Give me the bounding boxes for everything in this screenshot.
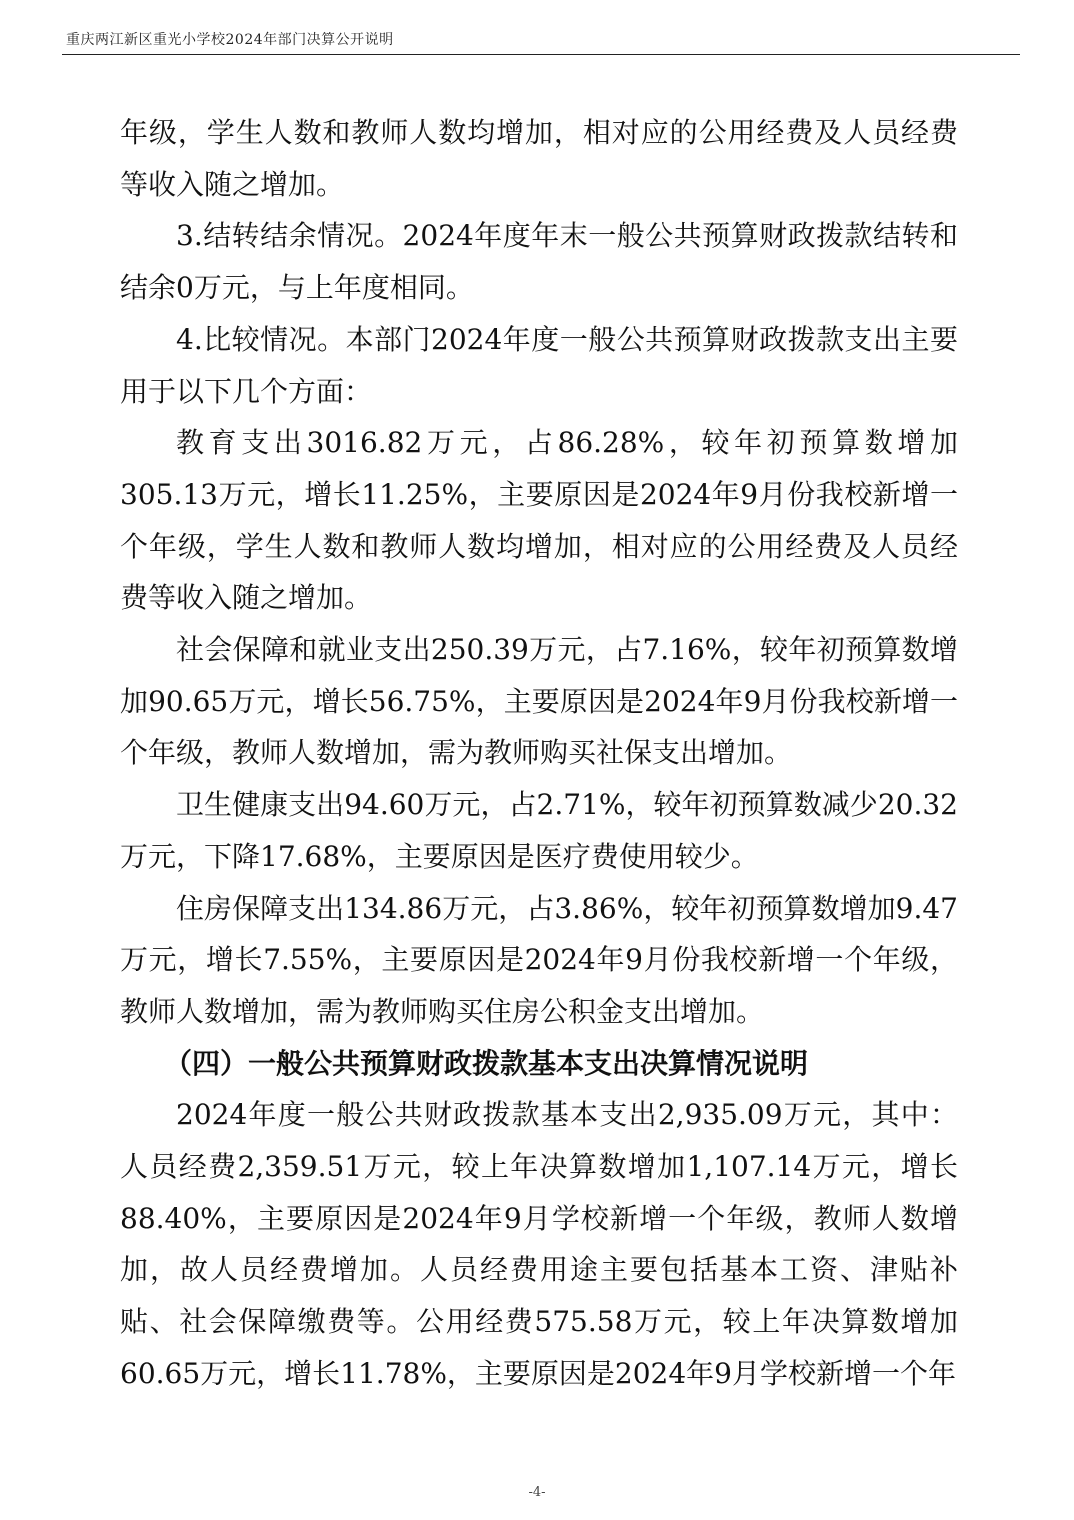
page-number: -4- xyxy=(528,1485,546,1500)
running-header: 重庆两江新区重光小学校2024年部门决算公开说明 xyxy=(66,32,394,48)
paragraph-basic-expenditure: 2024年度一般公共财政拨款基本支出2,935.09万元，其中：人员经费2,359.51万元，较上年决算数增加1,107.14万元，增长88.40%，主要原因是2024年9月学校新增一个年级，教师人数增加，故人员经费增加。人员经费用途主要包括基本工资、津贴补贴、社会保障缴费等。公用经费575.58万元，较上年决算数增加60.65万元，增长11.78%，主要原因是2024年9月学校新增一个年 xyxy=(120,1098,958,1390)
header-rule xyxy=(62,54,1020,55)
paragraph-carryover-balance: 3.结转结余情况。2024年度年末一般公共预算财政拨款结转和结余0万元，与上年度相同。 xyxy=(120,219,958,305)
paragraph-continuation: 年级，学生人数和教师人数均增加，相对应的公用经费及人员经费等收入随之增加。 xyxy=(120,116,958,201)
paragraph-social-security-expenditure: 社会保障和就业支出250.39万元，占7.16%，较年初预算数增加90.65万元，增长56.75%，主要原因是2024年9月份我校新增一个年级，教师人数增加，需为教师购买社保支出增加。 xyxy=(120,633,958,770)
body-text xyxy=(120,107,958,1400)
paragraph-education-expenditure: 教育支出3016.82万元，占86.28%，较年初预算数增加305.13万元，增长11.25%，主要原因是2024年9月份我校新增一个年级，学生人数和教师人数均增加，相对应的公用经费及人员经费等收入随之增加。 xyxy=(120,426,958,615)
paragraph-housing-expenditure: 住房保障支出134.86万元，占3.86%，较年初预算数增加9.47万元，增长7.55%，主要原因是2024年9月份我校新增一个年级，教师人数增加，需为教师购买住房公积金支出增加。 xyxy=(120,891,958,1028)
paragraph-health-expenditure: 卫生健康支出94.60万元，占2.71%，较年初预算数减少20.32万元，下降17.68%，主要原因是医疗费使用较少。 xyxy=(120,788,958,873)
section-heading: （四）一般公共预算财政拨款基本支出决算情况说明 xyxy=(164,1046,809,1080)
paragraph-comparison: 4.比较情况。本部门2024年度一般公共预算财政拨款支出主要用于以下几个方面： xyxy=(120,322,958,408)
